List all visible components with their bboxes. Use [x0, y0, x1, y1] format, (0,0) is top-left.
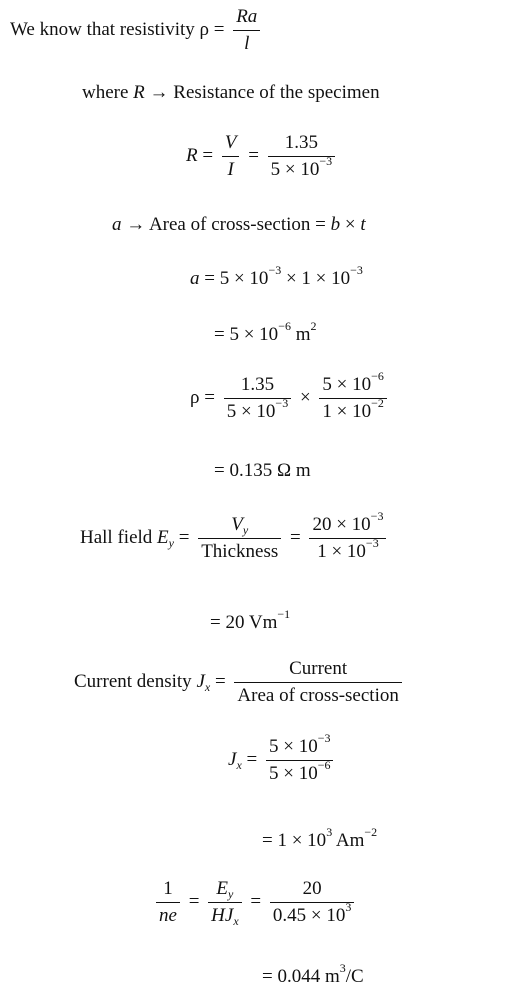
area-calculation	[190, 263, 363, 290]
hall-field-calculation	[80, 509, 390, 565]
fraction-denominator: Thickness	[201, 541, 279, 562]
symbol-a: a	[190, 268, 200, 289]
symbol-e-y: $E_y$	[157, 526, 174, 550]
symbol-b: b	[330, 214, 341, 235]
equals-sign: =	[214, 670, 226, 692]
area-value: 5 × 10	[229, 324, 279, 345]
fraction-numerator: Current	[234, 656, 401, 683]
equals-sign: =	[250, 890, 262, 912]
arrow-icon: →	[149, 82, 169, 103]
fraction-numerator: Ra	[233, 4, 260, 31]
fraction-denominator: I	[227, 159, 234, 180]
voltage-over-thickness-fraction	[198, 512, 281, 565]
exponent: −3	[268, 263, 282, 277]
fraction-denominator: Area of cross-section	[237, 685, 399, 706]
v-over-i-fraction	[222, 130, 240, 183]
equals-sign: =	[246, 748, 258, 770]
equals-sign: =	[248, 144, 259, 166]
symbol-j-x: $J_x$	[196, 670, 211, 694]
symbol-r: R	[186, 144, 198, 166]
fraction-denominator: ne	[159, 905, 177, 926]
fraction-denominator: $0.45 \times 10^3$	[272, 900, 352, 926]
equals-sign: =	[204, 386, 215, 408]
resistance-definition	[82, 82, 380, 104]
fraction-denominator: l	[244, 33, 250, 54]
symbol-r: R	[133, 82, 145, 103]
current-density-calculation	[228, 731, 337, 787]
fraction-denominator: $5 \times 10^{-6}$	[268, 758, 331, 784]
resistivity-definition	[10, 4, 264, 57]
unit: m	[295, 324, 311, 345]
current-density-fraction	[266, 731, 334, 787]
fraction-numerator: $20 \times 10^{-3}$	[309, 512, 386, 539]
current-density-label: Current density	[74, 670, 192, 692]
fraction-numerator: 20	[270, 876, 354, 903]
area-result	[214, 319, 317, 346]
hall-field-value-fraction	[309, 509, 386, 565]
resistivity-fraction-2	[319, 369, 387, 425]
area-text: Area of cross-section	[148, 214, 311, 235]
fraction-numerator: 1	[156, 876, 180, 903]
resistance-value-fraction	[268, 130, 336, 183]
symbol-j-x: $J_x$	[228, 748, 242, 772]
fraction-numerator: $5 \times 10^{-3}$	[266, 734, 334, 761]
fraction-numerator: $E_y$	[208, 876, 241, 903]
where-word: where	[82, 82, 129, 103]
unit-suffix: /C	[345, 966, 364, 987]
symbol-a: a	[112, 214, 122, 235]
resistivity-calculation	[190, 369, 391, 425]
fraction-denominator: $5 \times 10^{-3}$	[226, 396, 289, 422]
exponent: 3	[339, 961, 346, 975]
current-over-area-fraction	[234, 656, 401, 709]
exponent: 3	[326, 825, 333, 839]
exponent: −3	[350, 263, 363, 277]
equals-sign: =	[202, 144, 214, 166]
exponent: −6	[278, 319, 291, 333]
hall-field-result: = 20 $Vm^{-1}$	[210, 607, 291, 633]
resistivity-fraction	[233, 4, 260, 57]
fraction-numerator: $5 \times 10^{-6}$	[319, 372, 387, 399]
resistivity-result: = 0.135 Ω m	[214, 460, 311, 481]
equals-sign: =	[289, 526, 301, 548]
equals-sign: =	[178, 526, 190, 548]
area-definition	[112, 214, 366, 236]
times-sign: ×	[344, 214, 356, 235]
one-over-ne-fraction	[156, 876, 180, 929]
area-factor-1: 5 × 10	[219, 268, 269, 289]
current-density-definition	[74, 656, 406, 709]
current-density-result: = $1 \times 10^3$ $Am^{-2}$	[262, 825, 378, 851]
unit: Am	[335, 830, 365, 851]
hall-value-fraction	[270, 876, 354, 929]
fraction-denominator: $HJ_x$	[211, 905, 239, 928]
equals-sign: =	[315, 214, 326, 235]
resistance-equation	[186, 130, 339, 183]
fraction-numerator: $V_y$	[198, 512, 281, 539]
arrow-icon: →	[126, 214, 146, 235]
resistivity-fraction-1	[224, 372, 292, 425]
symbol-rho: ρ	[190, 386, 200, 408]
unit-exponent: −2	[364, 825, 378, 839]
area-factor-2: × 1 × 10	[285, 268, 351, 289]
equals-sign: =	[204, 268, 215, 289]
fraction-denominator: $5 \times 10^{-3}$	[270, 154, 333, 180]
equals-sign: =	[188, 890, 200, 912]
fraction-numerator: V	[222, 130, 240, 157]
resistance-text: Resistance of the specimen	[173, 82, 380, 103]
symbol-t: t	[360, 214, 366, 235]
fraction-denominator: $1 \times 10^{-3}$	[317, 536, 379, 562]
fraction-denominator: $1 \times 10^{-2}$	[322, 396, 384, 422]
hall-coefficient-calculation	[152, 876, 358, 929]
exponent: −1	[277, 607, 291, 621]
fraction-numerator: 1.35	[268, 130, 336, 157]
times-sign: ×	[299, 386, 311, 408]
hall-coefficient-result: = 0.044 $m^3/C$	[262, 961, 364, 987]
unit-exponent: 2	[310, 319, 317, 333]
hall-field-label: Hall field	[80, 526, 153, 548]
equals-sign: =	[214, 324, 225, 345]
fraction-numerator: 1.35	[224, 372, 292, 399]
ey-over-hjx-fraction	[208, 876, 241, 929]
resistivity-intro: We know that resistivity ρ =	[10, 18, 225, 40]
